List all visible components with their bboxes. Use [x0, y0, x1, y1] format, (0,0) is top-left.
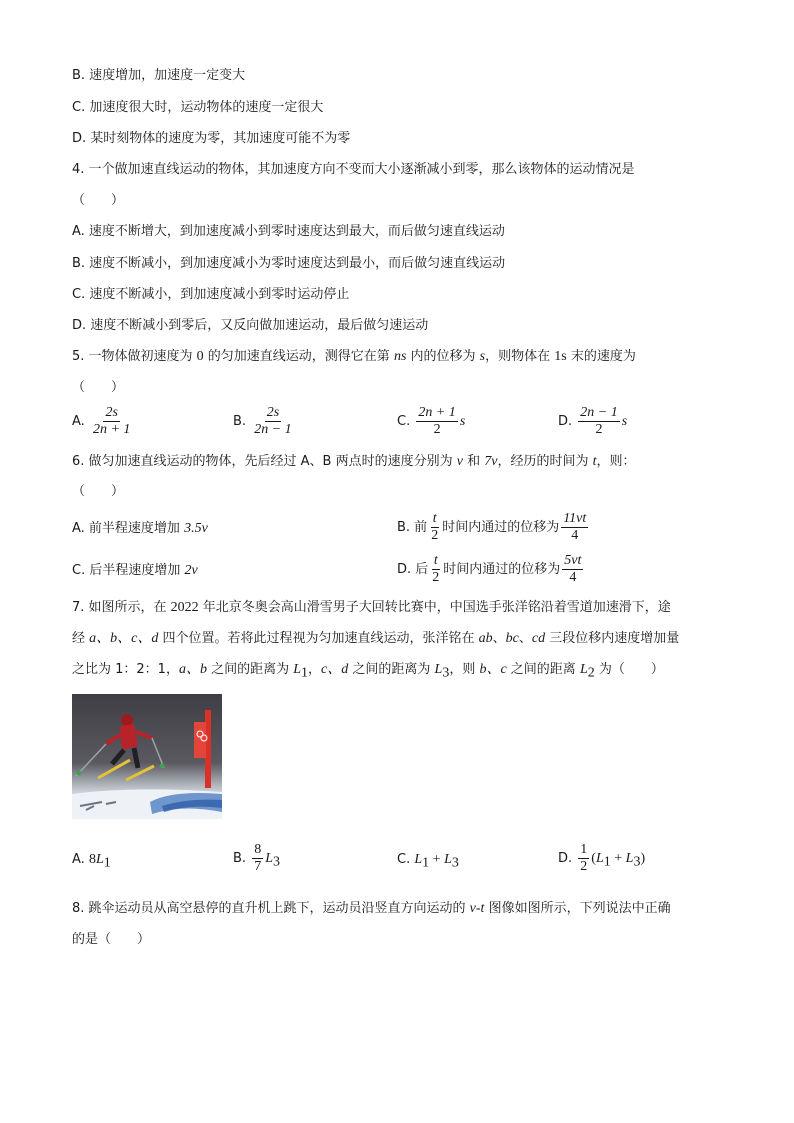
q7-option-b: B. $\frac{8}{7}$ $L_3$	[233, 842, 280, 874]
q6-paren: （ ）	[72, 484, 125, 499]
q5-stem: 5. 一物体做初速度为 0 的匀加速直线运动，测得它在第 ns 内的位移为 s，则物体在 1s 末的速度为	[72, 349, 636, 364]
q8-stem-line1: 8. 跳伞运动员从高空悬停的直升机上跳下，运动员沿竖直方向运动的 v-t 图像如图所示，下列说法中正确	[72, 901, 671, 916]
q4-option-a: A. 速度不断增大，到加速度减小到零时速度达到最大，而后做匀速直线运动	[72, 224, 505, 239]
q3-option-c: C. 加速度很大时，运动物体的速度一定很大	[72, 100, 324, 115]
q3-option-b: B. 速度增加，加速度一定变大	[72, 68, 246, 83]
q4-option-b: B. 速度不断减小，到加速度减小为零时速度达到最小，而后做匀速直线运动	[72, 256, 506, 271]
q7-option-c: C. $L_1 + L_3$	[397, 852, 459, 871]
q4-stem: 4. 一个做加速直线运动的物体，其加速度方向不变而大小逐渐减小到零，那么该物体的运动情况是	[72, 162, 635, 177]
q6-option-c: C. 后半程速度增加 2v	[72, 563, 198, 578]
q7-stem-line3: 之比为 1：2：1，a、b 之间的距离为 $L_1$，c、d 之间的距离为 $L_3$，则 b、c 之间的距离 $L_2$ 为（ ）	[72, 662, 664, 681]
q4-option-c: C. 速度不断减小，到加速度减小到零时运动停止	[72, 287, 350, 302]
q4-option-d: D. 速度不断减小到零后，又反向做加速运动，最后做匀速运动	[72, 318, 429, 333]
q5-option-c: C. $\frac{2n + 1}{2}$ s	[397, 405, 466, 437]
q3-option-d: D. 某时刻物体的速度为零，其加速度可能不为零	[72, 131, 351, 146]
skier-photo	[72, 694, 222, 819]
q6-option-d: D. 后 $\frac{t}{2}$ 时间内通过的位移为 $\frac{5vt}{4}$	[397, 553, 582, 585]
q5-option-d: D. $\frac{2n - 1}{2}$ s	[558, 405, 628, 437]
skier-illustration	[72, 694, 222, 819]
q6-option-b: B. 前 $\frac{t}{2}$ 时间内通过的位移为 $\frac{11vt}{4}$	[397, 511, 587, 543]
q4-paren: （ ）	[72, 193, 125, 208]
q7-stem-line2: 经 a、b、c、d 四个位置。若将此过程视为匀加速直线运动，张洋铭在 ab、bc、cd 三段位移内速度增加量	[72, 631, 680, 646]
q5-option-a: A. $\frac{2s}{2n + 1}$	[72, 405, 131, 437]
q6-option-a: A. 前半程速度增加 3.5v	[72, 521, 208, 536]
q7-stem-line1: 7. 如图所示，在 2022 年北京冬奥会高山滑雪男子大回转比赛中，中国选手张洋铭沿着雪道加速滑下，途	[72, 600, 671, 615]
q8-stem-line2: 的是（ ）	[72, 932, 151, 947]
q5-paren: （ ）	[72, 380, 125, 395]
q6-stem: 6. 做匀加速直线运动的物体，先后经过 A、B 两点时的速度分别为 v 和 7v，经历的时间为 t，则：	[72, 454, 636, 469]
q7-option-a: A. $8L_1$	[72, 852, 111, 871]
q5-option-b: B. $\frac{2s}{2n - 1}$	[233, 405, 292, 437]
q7-option-d: D. $\frac{1}{2}$ $(L_1 + L_3)$	[558, 842, 646, 874]
